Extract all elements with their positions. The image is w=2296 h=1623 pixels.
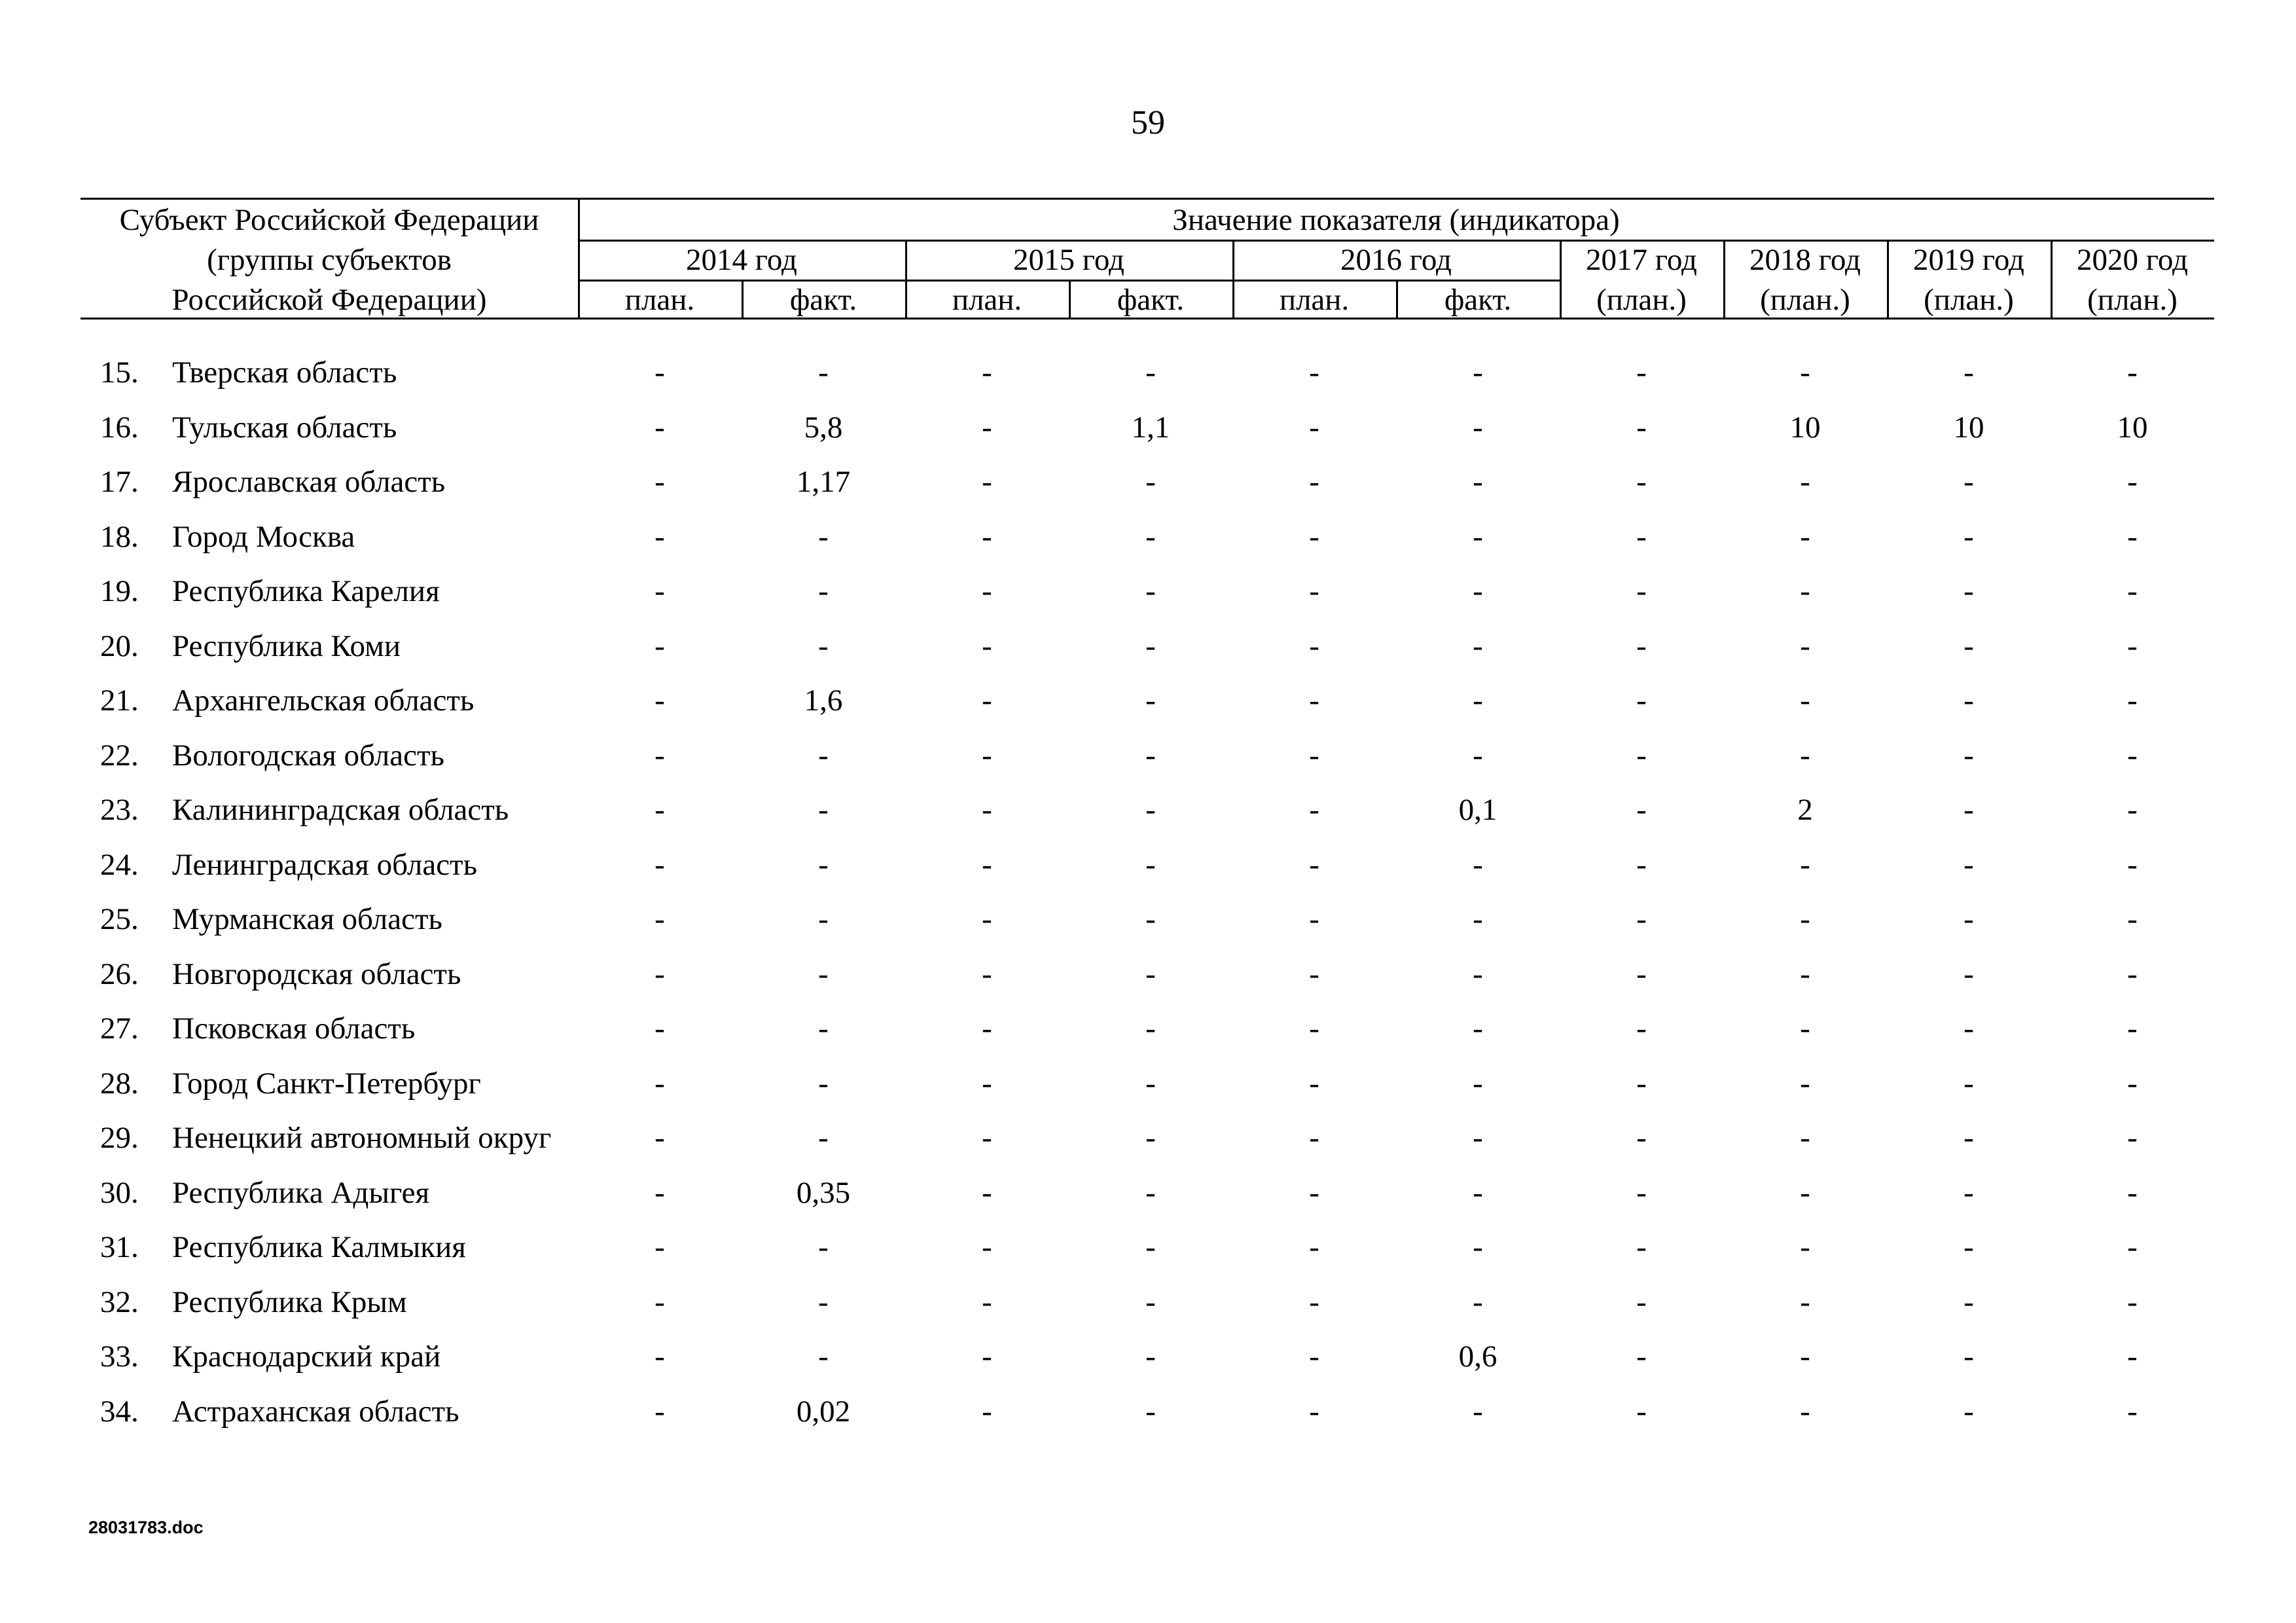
plan-2017-header: (план.) <box>1596 283 1687 317</box>
value-cell: - <box>1964 684 1974 718</box>
value-cell: - <box>655 1230 665 1264</box>
value-cell: - <box>1964 1394 1974 1429</box>
plan-2015-header: план. <box>952 283 1022 317</box>
table-row <box>81 838 2214 893</box>
value-cell: - <box>818 738 829 773</box>
value-cell: - <box>1800 629 1810 663</box>
value-cell: - <box>1145 629 1156 663</box>
value-cell: - <box>1473 356 1483 390</box>
year-2017-header: 2017 год <box>1586 243 1697 277</box>
region-name: Астраханская область <box>172 1394 459 1429</box>
value-cell: - <box>982 519 992 554</box>
value-cell: - <box>1309 957 1319 991</box>
value-cell: - <box>818 1340 829 1374</box>
table-row <box>81 1385 2214 1440</box>
value-cell: 1,17 <box>796 465 851 499</box>
table-row <box>81 1275 2214 1330</box>
value-cell: - <box>1309 1121 1319 1155</box>
value-cell: - <box>1473 519 1483 554</box>
year-2020-header: 2020 год <box>2077 243 2188 277</box>
value-cell: - <box>982 1066 992 1101</box>
table-row <box>81 619 2214 674</box>
value-cell: 10 <box>2117 410 2148 445</box>
value-cell: - <box>1964 793 1974 827</box>
value-cell: - <box>1800 1340 1810 1374</box>
value-cell: 0,6 <box>1458 1340 1498 1374</box>
value-cell: - <box>1636 629 1647 663</box>
value-cell: - <box>1636 1175 1647 1210</box>
value-cell: - <box>1145 847 1156 882</box>
value-cell: - <box>655 738 665 773</box>
region-name: Калининградская область <box>172 793 509 827</box>
row-number: 24. <box>100 847 139 882</box>
row-number: 16. <box>100 410 139 445</box>
value-cell: - <box>982 629 992 663</box>
value-cell: - <box>1309 847 1319 882</box>
value-cell: - <box>1964 1285 1974 1319</box>
value-cell: - <box>1964 574 1974 608</box>
value-cell: - <box>1309 1285 1319 1319</box>
row-number: 28. <box>100 1066 139 1101</box>
value-cell: - <box>982 1285 992 1319</box>
value-cell: - <box>1636 847 1647 882</box>
value-cell: - <box>655 793 665 827</box>
value-cell: - <box>655 356 665 390</box>
value-cell: - <box>1964 847 1974 882</box>
subject-header-line3: Российской Федерации) <box>171 283 487 317</box>
value-cell: - <box>818 1121 829 1155</box>
value-cell: - <box>1964 465 1974 499</box>
subject-header-line2: (группы субъектов <box>207 243 452 277</box>
value-cell: - <box>1145 1394 1156 1429</box>
value-cell: - <box>1636 1340 1647 1374</box>
value-cell: - <box>818 519 829 554</box>
value-cell: - <box>1636 519 1647 554</box>
value-cell: - <box>1636 957 1647 991</box>
value-cell: - <box>1145 902 1156 936</box>
row-number: 25. <box>100 902 139 936</box>
value-cell: - <box>1800 574 1810 608</box>
region-name: Республика Карелия <box>172 574 440 608</box>
value-cell: - <box>655 847 665 882</box>
value-cell: - <box>982 574 992 608</box>
value-cell: - <box>1309 1012 1319 1046</box>
value-cell: - <box>1309 1175 1319 1210</box>
table-row <box>81 1166 2214 1221</box>
value-cell: 1,1 <box>1131 410 1170 445</box>
value-cell: - <box>2127 1230 2138 1264</box>
value-cell: - <box>1145 519 1156 554</box>
region-name: Вологодская область <box>172 738 444 773</box>
value-cell: 0,35 <box>796 1175 851 1210</box>
value-cell: - <box>1800 1175 1810 1210</box>
row-number: 30. <box>100 1175 139 1210</box>
row-number: 33. <box>100 1340 139 1374</box>
value-cell: 10 <box>1789 410 1821 445</box>
value-cell: - <box>2127 847 2138 882</box>
value-cell: - <box>1636 902 1647 936</box>
row-number: 22. <box>100 738 139 773</box>
value-cell: - <box>1800 1230 1810 1264</box>
value-cell: - <box>1309 574 1319 608</box>
value-cell: - <box>1145 356 1156 390</box>
table-row <box>81 783 2214 838</box>
region-name: Ненецкий автономный округ <box>172 1121 552 1155</box>
value-cell: 0,1 <box>1458 793 1498 827</box>
value-cell: - <box>1145 957 1156 991</box>
fact-2014-header: факт. <box>789 283 857 317</box>
value-cell: - <box>1800 1285 1810 1319</box>
row-number: 17. <box>100 465 139 499</box>
row-number: 15. <box>100 356 139 390</box>
value-cell: - <box>1636 1066 1647 1101</box>
value-cell: - <box>1145 1340 1156 1374</box>
value-cell: - <box>1473 1066 1483 1101</box>
region-name: Мурманская область <box>172 902 442 936</box>
value-cell: 0,02 <box>796 1394 851 1429</box>
row-number: 18. <box>100 519 139 554</box>
year-2019-header: 2019 год <box>1913 243 2024 277</box>
value-cell: - <box>1636 465 1647 499</box>
value-cell: - <box>818 1230 829 1264</box>
table-header <box>81 198 2214 319</box>
plan-2018-header: (план.) <box>1760 283 1850 317</box>
value-cell: - <box>818 574 829 608</box>
value-cell: - <box>2127 465 2138 499</box>
value-cell: - <box>982 1121 992 1155</box>
value-cell: - <box>1964 519 1974 554</box>
value-cell: - <box>1473 957 1483 991</box>
value-cell: - <box>982 684 992 718</box>
value-cell: - <box>1473 902 1483 936</box>
value-cell: - <box>655 1175 665 1210</box>
value-cell: - <box>2127 684 2138 718</box>
value-cell: - <box>818 356 829 390</box>
value-cell: - <box>1309 410 1319 445</box>
value-cell: - <box>655 1285 665 1319</box>
value-cell: - <box>655 1121 665 1155</box>
table-row <box>81 401 2214 456</box>
year-2018-header: 2018 год <box>1749 243 1861 277</box>
value-cell: - <box>2127 793 2138 827</box>
value-cell: - <box>2127 1012 2138 1046</box>
region-name: Ярославская область <box>172 465 446 499</box>
value-cell: - <box>982 847 992 882</box>
value-cell: - <box>655 902 665 936</box>
value-cell: - <box>1309 684 1319 718</box>
value-cell: - <box>1145 793 1156 827</box>
value-cell: - <box>655 410 665 445</box>
value-cell: - <box>1636 793 1647 827</box>
value-cell: - <box>982 1175 992 1210</box>
value-cell: - <box>2127 1285 2138 1319</box>
value-cell: - <box>818 1012 829 1046</box>
value-cell: - <box>1473 410 1483 445</box>
value-cell: - <box>1964 738 1974 773</box>
value-cell: - <box>1309 902 1319 936</box>
value-cell: - <box>982 465 992 499</box>
value-cell: - <box>818 847 829 882</box>
value-cell: - <box>2127 1394 2138 1429</box>
value-cell: - <box>1473 1285 1483 1319</box>
value-cell: - <box>982 1230 992 1264</box>
value-cell: - <box>1636 1394 1647 1429</box>
value-cell: - <box>655 957 665 991</box>
value-cell: - <box>1145 465 1156 499</box>
value-cell: - <box>982 738 992 773</box>
value-cell: - <box>2127 574 2138 608</box>
row-number: 31. <box>100 1230 139 1264</box>
region-name: Республика Калмыкия <box>172 1230 466 1264</box>
value-cell: - <box>2127 629 2138 663</box>
value-cell: - <box>1145 1230 1156 1264</box>
value-cell: - <box>818 902 829 936</box>
fact-2016-header: факт. <box>1444 283 1512 317</box>
value-cell: - <box>982 410 992 445</box>
value-cell: - <box>1964 1066 1974 1101</box>
value-cell: - <box>1800 356 1810 390</box>
region-name: Псковская область <box>172 1012 416 1046</box>
table-row <box>81 510 2214 565</box>
value-cell: - <box>1309 1394 1319 1429</box>
value-cell: - <box>655 629 665 663</box>
value-cell: - <box>1636 1230 1647 1264</box>
value-cell: - <box>1800 847 1810 882</box>
table-row <box>81 1220 2214 1275</box>
value-cell: - <box>1309 519 1319 554</box>
value-cell: - <box>1800 1066 1810 1101</box>
row-number: 27. <box>100 1012 139 1046</box>
value-cell: - <box>2127 1340 2138 1374</box>
value-cell: - <box>1473 1012 1483 1046</box>
page-number: 59 <box>1131 104 1165 141</box>
value-cell: - <box>818 957 829 991</box>
plan-2020-header: (план.) <box>2087 283 2178 317</box>
value-cell: - <box>2127 519 2138 554</box>
value-cell: - <box>1964 1012 1974 1046</box>
table-row <box>81 947 2214 1002</box>
value-cell: - <box>2127 738 2138 773</box>
row-number: 21. <box>100 684 139 718</box>
region-name: Республика Коми <box>172 629 401 663</box>
table-row <box>81 455 2214 510</box>
value-cell: 5,8 <box>804 410 843 445</box>
value-cell: - <box>1800 738 1810 773</box>
fact-2015-header: факт. <box>1117 283 1185 317</box>
region-name: Архангельская область <box>172 684 475 718</box>
value-cell: - <box>1145 1285 1156 1319</box>
value-cell: - <box>1964 1121 1974 1155</box>
row-number: 34. <box>100 1394 139 1429</box>
year-2014-header: 2014 год <box>686 243 797 277</box>
value-cell: - <box>655 1394 665 1429</box>
value-cell: - <box>982 902 992 936</box>
row-number: 29. <box>100 1121 139 1155</box>
value-cell: - <box>1145 1012 1156 1046</box>
value-cell: - <box>1473 1394 1483 1429</box>
region-name: Республика Адыгея <box>172 1175 430 1210</box>
value-cell: - <box>1800 465 1810 499</box>
year-2015-header: 2015 год <box>1013 243 1124 277</box>
table-row <box>81 1057 2214 1112</box>
value-cell: - <box>1309 1066 1319 1101</box>
value-cell: - <box>655 1012 665 1046</box>
value-cell: - <box>2127 1121 2138 1155</box>
subject-header-line1: Субъект Российской Федерации <box>119 203 539 237</box>
value-cell: - <box>1145 738 1156 773</box>
value-cell: - <box>1964 1175 1974 1210</box>
value-cell: - <box>982 1394 992 1429</box>
indicator-value-header: Значение показателя (индикатора) <box>1172 203 1620 237</box>
row-number: 32. <box>100 1285 139 1319</box>
year-2016-header: 2016 год <box>1340 243 1452 277</box>
value-cell: - <box>1636 574 1647 608</box>
value-cell: - <box>1473 847 1483 882</box>
row-number: 19. <box>100 574 139 608</box>
value-cell: - <box>1636 1012 1647 1046</box>
table-row <box>81 1111 2214 1166</box>
value-cell: - <box>1800 1121 1810 1155</box>
value-cell: - <box>1309 465 1319 499</box>
value-cell: - <box>1800 519 1810 554</box>
region-name: Ленинградская область <box>172 847 478 882</box>
value-cell: - <box>982 356 992 390</box>
value-cell: - <box>1964 1230 1974 1264</box>
value-cell: - <box>1636 1121 1647 1155</box>
value-cell: - <box>1309 1230 1319 1264</box>
value-cell: - <box>655 519 665 554</box>
value-cell: - <box>1473 684 1483 718</box>
value-cell: - <box>982 1012 992 1046</box>
value-cell: - <box>1309 1340 1319 1374</box>
value-cell: - <box>1473 465 1483 499</box>
value-cell: - <box>1636 738 1647 773</box>
row-number: 26. <box>100 957 139 991</box>
value-cell: - <box>2127 1175 2138 1210</box>
value-cell: - <box>1636 1285 1647 1319</box>
row-number: 23. <box>100 793 139 827</box>
value-cell: - <box>1473 1121 1483 1155</box>
value-cell: - <box>1636 684 1647 718</box>
table-row <box>81 1330 2214 1385</box>
table-row <box>81 674 2214 729</box>
value-cell: - <box>1473 1230 1483 1264</box>
region-name: Тульская область <box>172 410 397 445</box>
value-cell: - <box>1145 1121 1156 1155</box>
value-cell: - <box>1145 1175 1156 1210</box>
value-cell: - <box>1636 410 1647 445</box>
plan-2016-header: план. <box>1279 283 1350 317</box>
value-cell: - <box>818 1066 829 1101</box>
value-cell: - <box>1800 1012 1810 1046</box>
value-cell: - <box>1964 629 1974 663</box>
region-name: Город Санкт-Петербург <box>172 1066 481 1101</box>
value-cell: - <box>1309 356 1319 390</box>
value-cell: - <box>982 957 992 991</box>
value-cell: - <box>1473 574 1483 608</box>
table-row <box>81 564 2214 619</box>
value-cell: - <box>1800 684 1810 718</box>
value-cell: - <box>2127 902 2138 936</box>
value-cell: 1,6 <box>804 684 843 718</box>
region-name: Республика Крым <box>172 1285 407 1319</box>
value-cell: - <box>982 793 992 827</box>
value-cell: - <box>1309 629 1319 663</box>
value-cell: - <box>655 465 665 499</box>
value-cell: - <box>655 684 665 718</box>
value-cell: - <box>818 1285 829 1319</box>
row-number: 20. <box>100 629 139 663</box>
value-cell: - <box>1800 1394 1810 1429</box>
region-name: Новгородская область <box>172 957 461 991</box>
value-cell: - <box>2127 1066 2138 1101</box>
value-cell: - <box>1309 793 1319 827</box>
value-cell: - <box>2127 356 2138 390</box>
value-cell: - <box>1964 356 1974 390</box>
document-id: 28031783.doc <box>88 1518 204 1537</box>
value-cell: - <box>1145 1066 1156 1101</box>
plan-2014-header: план. <box>624 283 695 317</box>
value-cell: - <box>1473 738 1483 773</box>
value-cell: - <box>1800 957 1810 991</box>
region-name: Тверская область <box>172 356 397 390</box>
value-cell: - <box>1636 356 1647 390</box>
value-cell: - <box>1145 574 1156 608</box>
table-row <box>81 346 2214 401</box>
value-cell: - <box>2127 957 2138 991</box>
table-row <box>81 892 2214 947</box>
region-name: Город Москва <box>172 519 355 554</box>
value-cell: - <box>655 1340 665 1374</box>
value-cell: - <box>1964 902 1974 936</box>
value-cell: - <box>1145 684 1156 718</box>
value-cell: - <box>818 629 829 663</box>
value-cell: - <box>982 1340 992 1374</box>
value-cell: 2 <box>1797 793 1813 827</box>
value-cell: - <box>818 793 829 827</box>
value-cell: - <box>1309 738 1319 773</box>
plan-2019-header: (план.) <box>1924 283 2014 317</box>
value-cell: - <box>1964 957 1974 991</box>
value-cell: - <box>1800 902 1810 936</box>
region-name: Краснодарский край <box>172 1340 441 1374</box>
table-body <box>81 346 2214 1439</box>
value-cell: - <box>655 1066 665 1101</box>
value-cell: - <box>1964 1340 1974 1374</box>
table-row <box>81 1002 2214 1057</box>
value-cell: 10 <box>1953 410 1984 445</box>
value-cell: - <box>1473 629 1483 663</box>
value-cell: - <box>1473 1175 1483 1210</box>
value-cell: - <box>655 574 665 608</box>
table-row <box>81 729 2214 784</box>
